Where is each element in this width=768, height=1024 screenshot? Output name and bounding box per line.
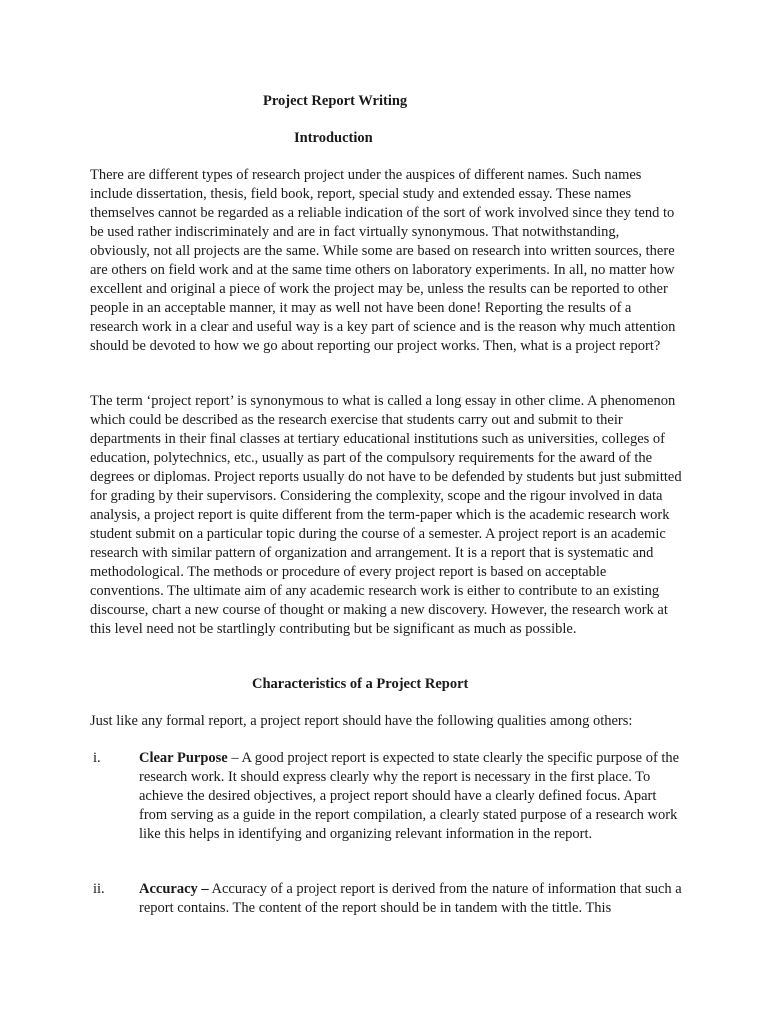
list-item-number: i. — [93, 750, 101, 766]
introduction-heading: Introduction — [294, 130, 373, 146]
list-item-number: ii. — [93, 881, 105, 897]
intro-paragraph-2: The term ‘project report’ is synonymous to what is called a long essay in other clime. A phenomenon which could be described as the research exercise that students carry out and submit to their departments in their final classes at tertiary educational institutions such as universities, colleges of education, polytechnics, etc., usually as part of the compulsory requirements for the award of the degrees or diplomas. Project reports usually do not have to be defended by students but just submitted for grading by their supervisors. Considering the complexity, scope and the rigour involved in data analysis, a project report is quite different from the term-paper which is the academic research work student submit on a particular topic during the course of a semester. A project report is an academic research with similar pattern of organization and arrangement. It is a report that is systematic and methodological. The methods or procedure of every project report is based on acceptable conventions. The ultimate aim of any academic research work is either to contribute to an existing discourse, chart a new course of thought or making a new discovery. However, the research work at this level need not be startlingly contributing but be significant as much as possible. — [90, 393, 682, 637]
characteristics-intro-paragraph: Just like any formal report, a project report should have the following qualities among others: — [90, 713, 633, 729]
list-item-body — [139, 749, 682, 844]
characteristics-heading: Characteristics of a Project Report — [252, 676, 469, 692]
list-item — [90, 880, 682, 918]
intro-paragraph-1: There are different types of research project under the auspices of different names. Such names include dissertation, thesis, field book, report, special study and extended essay. These names themselves cannot be regarded as a reliable indication of the sort of work involved since they tend to be used rather indiscriminately and are in fact virtually synonymous. That notwithstanding, obviously, not all projects are the same. While some are based on research into written sources, there are others on field work and at the same time others on laboratory experiments. In all, no matter how excellent and original a piece of work the project may be, unless the results can be reported to other people in an acceptable manner, it may as well not have been done! Reporting the results of a research work in a clear and useful way is a key part of science and is the reason why much attention should be devoted to how we go about reporting our project works. Then, what is a project report? — [90, 167, 676, 354]
list-item-term: Clear Purpose — [139, 750, 228, 766]
list-item-term: Accuracy – — [139, 881, 209, 897]
list-item-text: – A good project report is expected to state clearly the specific purpose of the research work. It should express clearly why the report is necessary in the first place. To achieve the desired objectives, a project report should have a clearly defined focus. Apart from serving as a guide in the report compilation, a clearly stated purpose of a research work like this helps in identifying and organizing relevant information in the report. — [139, 750, 680, 842]
list-item — [90, 749, 682, 844]
list-item-body — [139, 880, 682, 918]
document-title: Project Report Writing — [263, 93, 408, 109]
list-item-text: Accuracy of a project report is derived from the nature of information that such a report contains. The content of the report should be in tandem with the tittle. This — [139, 881, 682, 916]
